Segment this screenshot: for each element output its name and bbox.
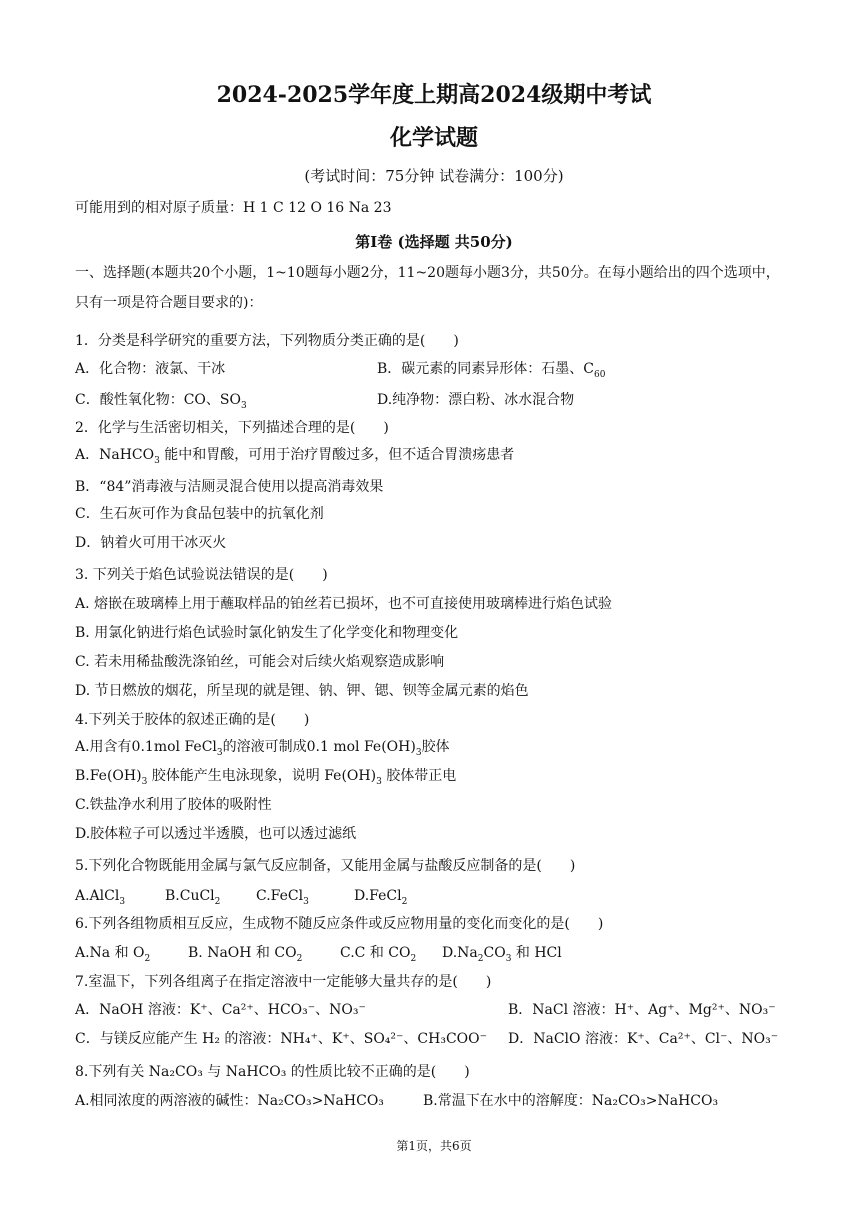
question-3-option-d: D. 节日燃放的烟花，所呈现的就是锂、钠、钾、锶、钡等金属元素的焰色 [75, 683, 529, 699]
question-2-option-c: C．生石灰可作为食品包装中的抗氧化剂 [75, 506, 324, 522]
question-7-option-a: A．NaOH 溶液：K⁺、Ca²⁺、HCO₃⁻、NO₃⁻ [75, 1002, 366, 1018]
question-7-option-d: D．NaClO 溶液：K⁺、Ca²⁺、Cl⁻、NO₃⁻ [508, 1031, 779, 1047]
question-6-option-d: $D.Na_2CO_3$ 和 HCl [442, 945, 562, 964]
question-2-option-b: B．“84”消毒液与洁厕灵混合使用以提高消毒效果 [75, 479, 384, 495]
question-1-option-b: B．碳元素的同素异形体：石墨、$C_{60}$ [377, 361, 606, 380]
question-1-option-c: C．酸性氧化物：CO、$SO_3$ [75, 392, 247, 411]
question-4-stem: 4.下列关于胶体的叙述正确的是( ) [75, 712, 310, 728]
question-1-option-a: A．化合物：液氯、干冰 [75, 361, 226, 377]
question-6-option-c: C.C 和 $CO_2$ [340, 945, 417, 964]
question-4-option-c: C.铁盐净水利用了胶体的吸附性 [75, 797, 272, 813]
atomic-mass-line: 可能用到的相对原子质量：H 1 C 12 O 16 Na 23 [75, 200, 392, 216]
question-3-option-c: C. 若未用稀盐酸洗涤铂丝，可能会对后续火焰观察造成影响 [75, 654, 445, 670]
question-5-stem: 5.下列化合物既能用金属与氯气反应制备，又能用金属与盐酸反应制备的是( ) [75, 858, 576, 874]
question-4-option-b: $B.Fe(OH)_3$ 胶体能产生电泳现象，说明 $Fe(OH)_3$ 胶体带正电 [75, 768, 457, 787]
question-7-option-b: B．NaCl 溶液：H⁺、Ag⁺、Mg²⁺、NO₃⁻ [508, 1002, 776, 1018]
question-8-stem: 8.下列有关 Na₂CO₃ 与 NaHCO₃ 的性质比较不正确的是( ) [75, 1064, 470, 1080]
question-3-stem: 3. 下列关于焰色试验说法错误的是( ) [75, 567, 328, 583]
question-3-option-a: A. 熔嵌在玻璃棒上用于蘸取样品的铂丝若已损坏，也不可直接使用玻璃棒进行焰色试验 [75, 596, 613, 612]
exam-info: (考试时间：75分钟 试卷满分：100分) [304, 167, 564, 185]
question-3-option-b: B. 用氯化钠进行焰色试验时氯化钠发生了化学变化和物理变化 [75, 625, 459, 641]
question-2-option-d: D．钠着火可用干冰灭火 [75, 535, 227, 551]
question-5-option-d: D.FeCl$_2$ [354, 888, 408, 907]
question-5-option-b: B.CuCl$_2$ [165, 888, 221, 907]
question-4-option-d: D.胶体粒子可以透过半透膜，也可以透过滤纸 [75, 826, 357, 842]
question-6-stem: 6.下列各组物质相互反应，生成物不随反应条件或反应物用量的变化而变化的是( ) [75, 916, 604, 932]
question-2-option-a: A．NaHCO$_3$ 能中和胃酸，可用于治疗胃酸过多，但不适合胃溃疡患者 [75, 447, 515, 466]
question-1-stem: 1．分类是科学研究的重要方法，下列物质分类正确的是( ) [75, 333, 459, 349]
question-7-option-c: C．与镁反应能产生 H₂ 的溶液：NH₄⁺、K⁺、SO₄²⁻、CH₃COO⁻ [75, 1031, 488, 1047]
question-6-option-a: A.Na 和 $O_2$ [75, 945, 151, 964]
section-instruction: 一、选择题(本题共20个小题，1~10题每小题2分，11~20题每小题3分，共50分。在每小题给出的四个选项中，只有一项是符合题目要求的)： [75, 265, 780, 311]
page-footer: 第1页，共6页 [396, 1139, 472, 1153]
question-8-option-b: B.常温下在水中的溶解度：Na₂CO₃>NaHCO₃ [423, 1093, 719, 1109]
exam-subject: 化学试题 [389, 125, 478, 151]
question-1-option-d: D.纯净物：漂白粉、冰水混合物 [377, 392, 575, 408]
question-4-option-a: A.用含有0.1mol FeCl$_3$的溶液可制成0.1 mol $Fe(OH)_3$胶体 [75, 739, 450, 758]
question-2-stem: 2．化学与生活密切相关，下列描述合理的是( ) [75, 420, 389, 436]
section-title: 第Ⅰ卷 (选择题 共50分) [355, 233, 513, 251]
question-7-stem: 7.室温下，下列各组离子在指定溶液中一定能够大量共存的是( ) [75, 974, 492, 990]
question-5-option-a: A.AlCl$_3$ [75, 888, 126, 907]
exam-title: 2024-2025学年度上期高2024级期中考试 [216, 82, 652, 108]
question-5-option-c: C.FeCl$_3$ [256, 888, 309, 907]
question-6-option-b: B. NaOH 和 $CO_2$ [188, 945, 303, 964]
question-8-option-a: A.相同浓度的两溶液的碱性：Na₂CO₃>NaHCO₃ [75, 1093, 384, 1109]
